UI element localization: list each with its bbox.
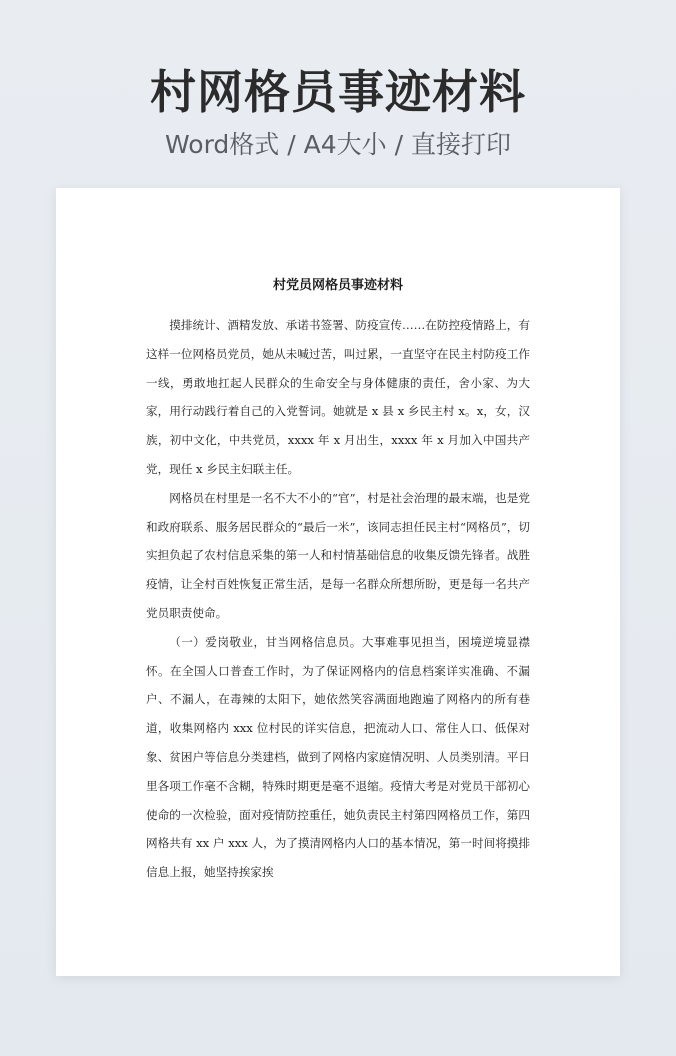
paragraph-3: （一）爱岗敬业，甘当网格信息员。大事难事见担当，困境逆境显襟怀。在全国人口普查工作时，为了保证网格内的信息档案详实准确、不漏户、不漏人，在毒辣的太阳下，她依然笑容满面地跑遍了网格内的所有巷道，收集网格内 xxx 位村民的详实信息，把流动人口、常住人口、低保对象、贫困户等信息分类建档，做到了网格内家庭情况明、人员类别清。平日里各项工作毫不含糊，特殊时期更是毫不退缩。疫情大考是对党员干部初心使命的一次检验，面对疫情防控重任，她负责民主村第四网格员工作，第四网格共有 xx 户 xxx 人，为了摸清网格内人口的基本情况，第一时间将摸排信息上报，她坚持挨家挨 <box>146 634 530 880</box>
paragraph-2: 网格员在村里是一名不大不小的“官”，村是社会治理的最末端，也是党和政府联系、服务居民群众的“最后一米”，该同志担任民主村“网格员”，切实担负起了农村信息采集的第一人和村情基础信息的收集反馈先锋者。战胜疫情，让全村百姓恢复正常生活，是每一名群众所想所盼，更是每一名共产党员职责使命。 <box>146 490 530 620</box>
page-header <box>0 60 676 162</box>
page-subtitle: Word格式 / A4大小 / 直接打印 <box>165 130 511 159</box>
document-body <box>146 311 530 887</box>
document-title: 村党员网格员事迹材料 <box>272 278 403 293</box>
document-page <box>56 188 620 976</box>
paragraph-1: 摸排统计、酒精发放、承诺书签署、防疫宣传……在防控疫情路上，有这样一位网格员党员，她从未喊过苦，叫过累，一直坚守在民主村防疫工作一线，勇敢地扛起人民群众的生命安全与身体健康的责任，舍小家、为大家，用行动践行着自己的入党誓词。她就是 x 县 x 乡民主村 x。x，女，汉族，初中文化，中共党员，xxxx 年 x 月出生，xxxx 年 x 月加入中国共产党，现任 x 乡民主妇联主任。 <box>146 318 530 476</box>
page-title: 村网格员事迹材料 <box>150 65 526 119</box>
